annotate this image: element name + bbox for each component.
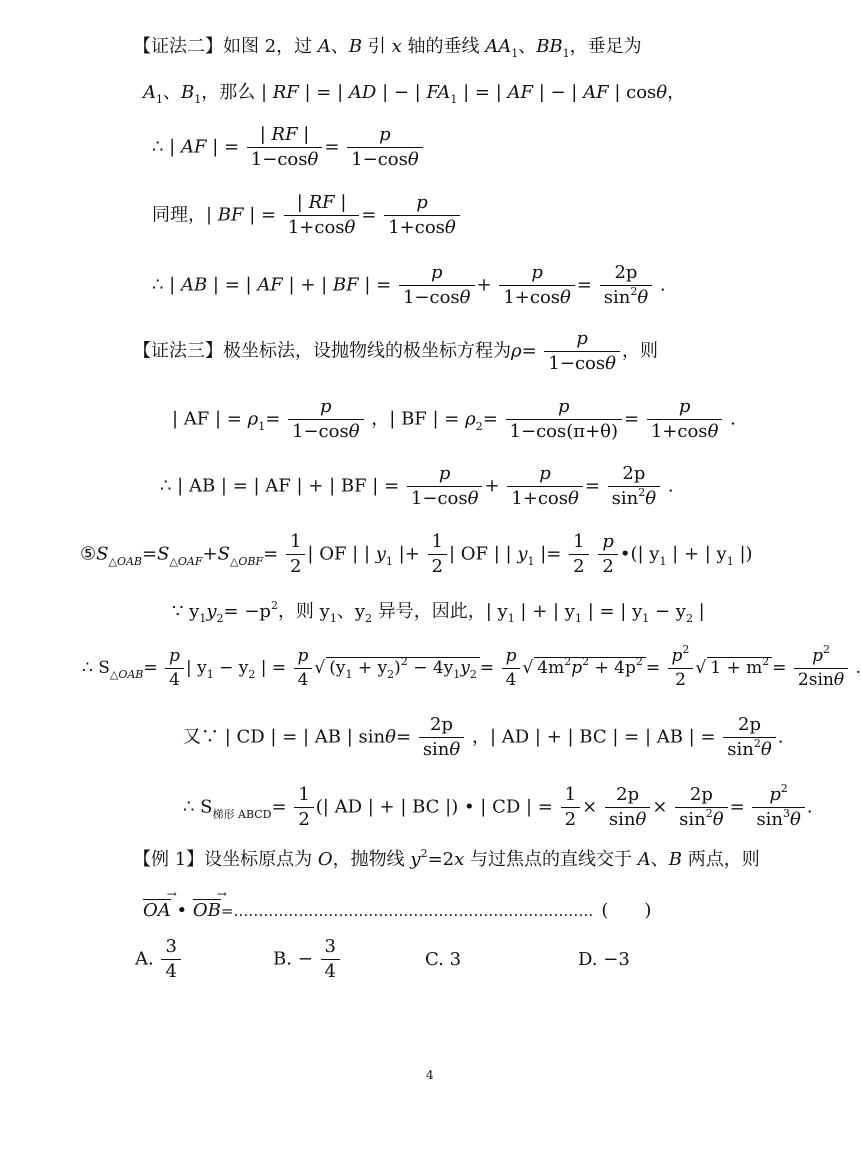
fraction: $\frac{| RF |}{1-\cos\theta}$ <box>247 126 323 169</box>
fraction: $\frac{p}{4}$ <box>502 648 521 689</box>
fraction: $\frac{p^2}{2}$ <box>668 648 694 689</box>
area-line5: ∴ $S_{梯形 ABCD}=$ $\frac{1}{2}$ (| AD | + | BC |) • | CD | = $\frac{1}{2}$ × $\frac{2p}{\sin\theta}$ × $\frac{2p}{\sin^2\theta}$ = $\frac{p^2}{\sin^3\theta}$ . <box>183 782 813 830</box>
proof2-ab-line: ∴ | AB | = | AF | + | BF | = $\frac{p}{1-\cos\theta}$ + $\frac{p}{1+\cos\theta}$ = $\frac{2p}{\sin^2\theta}$ . <box>152 262 666 308</box>
sqrt: $4m^2p^2 + 4p^2$ <box>534 657 646 677</box>
fraction: $\frac{2p}{\sin^2\theta}$ <box>675 786 727 829</box>
fraction: $\frac{2p}{\sin\theta}$ <box>605 786 650 829</box>
example-vector-line: OA → • OB →=……………………………………………………………… ( ) <box>143 899 651 920</box>
fraction: $\frac{2p}{\sin\theta}$ <box>419 716 464 759</box>
option-a[interactable]: A. $\frac{3}{4}$ <box>135 938 183 981</box>
fraction: $\frac{p}{1-\cos\theta}$ <box>399 264 475 307</box>
example-head: 【例 1】设坐标原点为 <box>133 849 318 870</box>
sqrt: $1 + m^2$ <box>707 657 772 677</box>
fraction: $\frac{p}{1-\cos\theta}$ <box>347 126 423 169</box>
fraction: $\frac{| RF |}{1+\cos\theta}$ <box>284 194 360 237</box>
fraction: $\frac{p}{1-\cos\theta}$ <box>288 398 364 441</box>
fraction: $\frac{3}{4}$ <box>161 938 180 981</box>
area-line4: 又∵ | CD | = | AB | sinθ= $\frac{2p}{\sin\theta}$ ，| AD | + | BC | = | AB | = $\frac{2p}{\sin^2\theta}$ . <box>183 714 784 760</box>
fraction: $\frac{1}{2}$ <box>294 786 313 829</box>
fraction: $\frac{p}{1+\cos\theta}$ <box>647 398 723 441</box>
fraction: $\frac{2p}{\sin^2\theta}$ <box>600 264 652 307</box>
fraction: $\frac{p^2}{\sin^3\theta}$ <box>752 786 804 829</box>
fraction: $\frac{3}{4}$ <box>321 938 340 981</box>
fraction: $\frac{1}{2}$ <box>428 533 447 576</box>
fraction: $\frac{p}{1+\cos\theta}$ <box>507 465 583 508</box>
proof2-line1: 【证法二】如图 2，过 A、B 引 x 轴的垂线 $AA_1$、$BB_1$，垂足为 <box>133 36 642 60</box>
fraction: $\frac{1}{2}$ <box>286 533 305 576</box>
proof2-head: 【证法二】如图 2，过 <box>133 36 318 57</box>
vector-ob: OB → <box>193 899 221 920</box>
option-c[interactable]: C. 3 <box>425 949 462 970</box>
fraction: $\frac{p^2}{2\sin\theta}$ <box>794 648 848 689</box>
proof3-rho-line: | AF | = $\rho_1=$ $\frac{p}{1-\cos\theta}$ ，| BF | = $\rho_2=$ $\frac{p}{1-\cos(\pi+\theta)}$ = $\frac{p}{1+\cos\theta}$ . <box>172 396 736 442</box>
fraction: $\frac{1}{2}$ <box>561 786 580 829</box>
proof3-head: 【证法三】极坐标法，设抛物线的极坐标方程为 <box>133 340 511 362</box>
fraction: $\frac{p}{4}$ <box>294 648 313 689</box>
fraction: $\frac{p}{2}$ <box>598 533 618 576</box>
proof2-af-line: ∴ | AF | = $\frac{| RF |}{1-\cos\theta}$ = $\frac{p}{1-\cos\theta}$ <box>152 126 425 169</box>
area-line1: $⑤S_{\triangle OAB}=S_{\triangle OAF}+S_{\triangle OBF}=$ $\frac{1}{2}$ | OF | | $y_1$ |+ $\frac{1}{2}$ | OF | | $y_1$ |= $\frac{1}{2}$ $\frac{p}{2}$ •(| $y_1$ | + | $y_1$ |) <box>80 531 753 577</box>
sqrt: $(y_1 + y_2)^2 - 4y_1y_2$ <box>326 657 480 677</box>
fraction: $\frac{p}{1+\cos\theta}$ <box>384 194 460 237</box>
proof2-line2: $A_1$、$B_1$，那么 | RF | = | AD | − | $FA_1$ | = | AF | − | AF | cosθ， <box>143 82 686 106</box>
fraction: $\frac{2p}{\sin^2\theta}$ <box>608 465 660 508</box>
proof3-head-line: 【证法三】极坐标法，设抛物线的极坐标方程为ρ= $\frac{p}{1-\cos\theta}$ ，则 <box>133 328 658 374</box>
area-line3: ∴ $S_{\triangle OAB}=$ $\frac{p}{4}$ | $y_1 - y_2$ | = $\frac{p}{4}$ √ $(y_1 + y_2)^2 - 4y_1y_2$ = $\frac{p}{4}$ √ $4m^2p^2 + 4p^2$ = $\frac{p^2}{2}$ √ $1 + m^2$ = $\frac{p^2}{2\sin\theta}$ . <box>82 643 861 690</box>
fraction: $\frac{p}{1-\cos(\pi+\theta)}$ <box>506 398 622 441</box>
option-b[interactable]: B. − $\frac{3}{4}$ <box>273 938 342 981</box>
area-line2: ∵ $y_1y_2= -p^2$，则 $y_1$、$y_2$ 异号，因此，| $y_1$ | + | $y_1$ | = | $y_1 - y_2$ | <box>172 599 705 625</box>
example-head-line: 【例 1】设坐标原点为 O，抛物线 $y^2=2x$ 与过焦点的直线交于 A、B 两点，则 <box>133 847 760 870</box>
fraction: $\frac{p}{1-\cos\theta}$ <box>544 330 620 373</box>
fraction: $\frac{1}{2}$ <box>569 533 588 576</box>
proof2-bf-line: 同理，| BF | = $\frac{| RF |}{1+\cos\theta}$ = $\frac{p}{1+\cos\theta}$ <box>152 194 462 237</box>
page-number: 4 <box>426 1068 434 1082</box>
proof3-ab-line: ∴ | AB | = | AF | + | BF | = $\frac{p}{1-\cos\theta}$ + $\frac{p}{1+\cos\theta}$ = $\frac{2p}{\sin^2\theta}$ . <box>160 463 674 509</box>
fraction: $\frac{p}{1-\cos\theta}$ <box>407 465 483 508</box>
fraction: $\frac{p}{4}$ <box>165 648 184 689</box>
fraction: $\frac{p}{1+\cos\theta}$ <box>499 264 575 307</box>
option-d[interactable]: D. −3 <box>578 949 630 970</box>
vector-oa: OA → <box>143 899 171 920</box>
fraction: $\frac{2p}{\sin^2\theta}$ <box>723 716 775 759</box>
